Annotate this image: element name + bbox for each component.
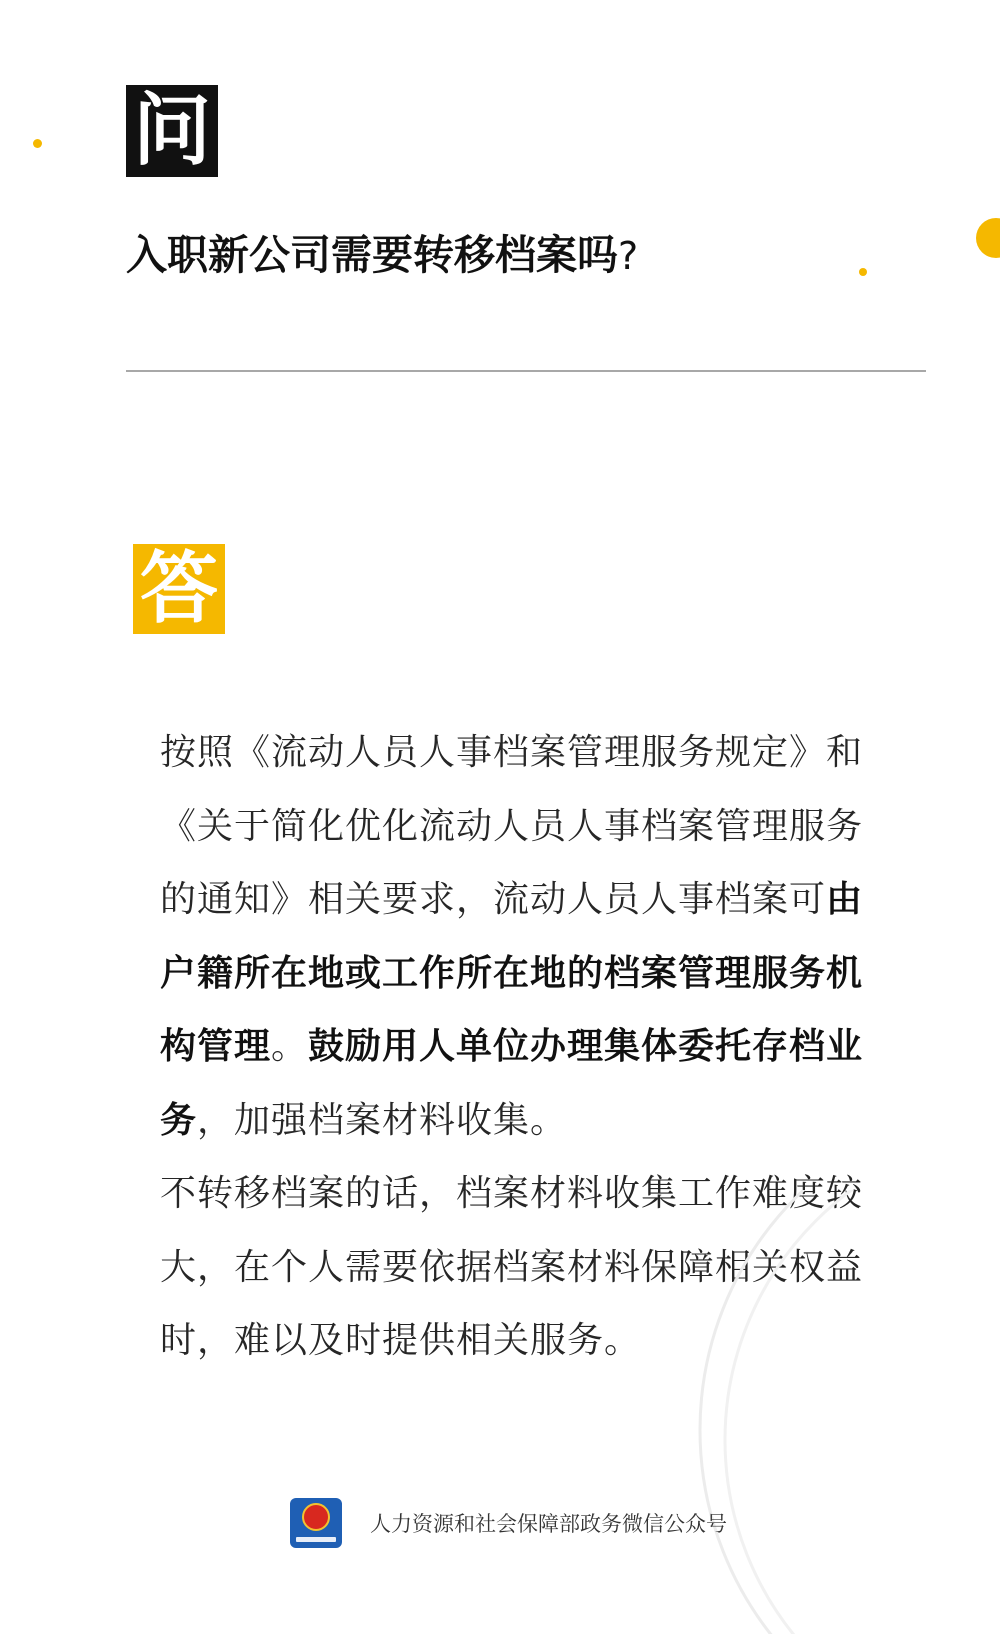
footer xyxy=(290,1498,727,1548)
question-text: 入职新公司需要转移档案吗 xyxy=(126,231,618,279)
question-marker: 问 xyxy=(126,85,218,177)
decor-arcs xyxy=(690,1190,1000,1634)
answer-emphasis: 由户籍所在地或工作所在地的档案管理服务机构管理 xyxy=(160,879,864,1067)
divider xyxy=(126,370,926,372)
answer-text: 。 xyxy=(271,1026,309,1067)
decor-dot xyxy=(859,268,867,276)
question-title xyxy=(126,222,638,281)
decor-dot xyxy=(976,218,1000,258)
decor-dot xyxy=(33,139,42,148)
footer-source: 人力资源和社会保障部政务微信公众号 xyxy=(370,1512,727,1536)
question-mark: ? xyxy=(618,234,639,278)
answer-marker: 答 xyxy=(133,544,225,634)
answer-paragraph-1 xyxy=(160,716,880,1157)
emblem-icon xyxy=(290,1498,342,1548)
answer-text: ，加强档案材料收集。 xyxy=(197,1099,568,1141)
answer-paragraph-2: 不转移档案的话，档案材料收集工作难度较大，在个人需要依据档案材料保障相关权益时，难以及时提供相关服务。 xyxy=(160,1173,864,1361)
answer-emphasis: 鼓励用人单位办理集体委托存档业务 xyxy=(160,1026,864,1141)
answer-text: 按照《流动人员人事档案管理服务规定》和《关于简化优化流动人员人事档案管理服务的通知》相关要求，流动人员人事档案可 xyxy=(160,732,864,920)
